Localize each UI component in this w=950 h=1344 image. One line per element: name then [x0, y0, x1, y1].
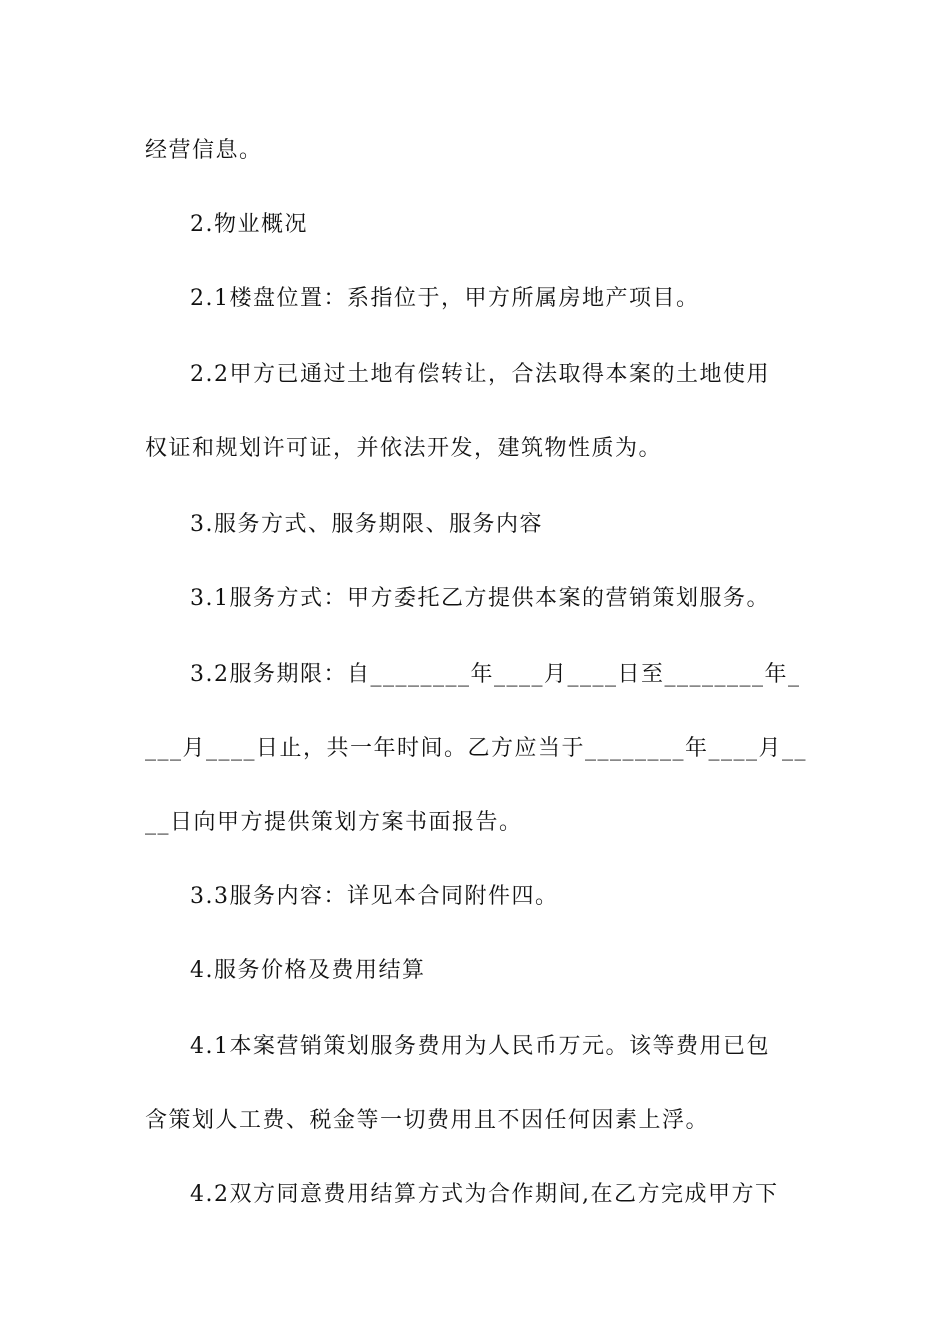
clause-line: 2.2甲方已通过土地有偿转让，合法取得本案的土地使用	[190, 362, 770, 387]
text-line: ___月____日止，共一年时间。乙方应当于________年____月__	[145, 736, 808, 761]
clause-line: 3.2服务期限：自________年____月____日至________年_	[190, 662, 801, 687]
text-line: 权证和规划许可证，并依法开发，建筑物性质为。	[145, 436, 663, 461]
clause-line: 3.3服务内容：详见本合同附件四。	[190, 884, 559, 909]
text-line: __日向甲方提供策划方案书面报告。	[145, 810, 523, 835]
section-heading: 4.服务价格及费用结算	[190, 958, 426, 983]
text-line: 含策划人工费、税金等一切费用且不因任何因素上浮。	[145, 1108, 710, 1133]
text-line: 经营信息。	[145, 138, 263, 163]
section-heading: 2.物业概况	[190, 212, 308, 237]
clause-line: 4.1本案营销策划服务费用为人民币万元。该等费用已包	[190, 1034, 770, 1059]
clause-line: 3.1服务方式：甲方委托乙方提供本案的营销策划服务。	[190, 586, 770, 611]
clause-line: 2.1楼盘位置：系指位于，甲方所属房地产项目。	[190, 286, 700, 311]
section-heading: 3.服务方式、服务期限、服务内容	[190, 512, 543, 537]
clause-line: 4.2双方同意费用结算方式为合作期间,在乙方完成甲方下	[190, 1182, 779, 1207]
